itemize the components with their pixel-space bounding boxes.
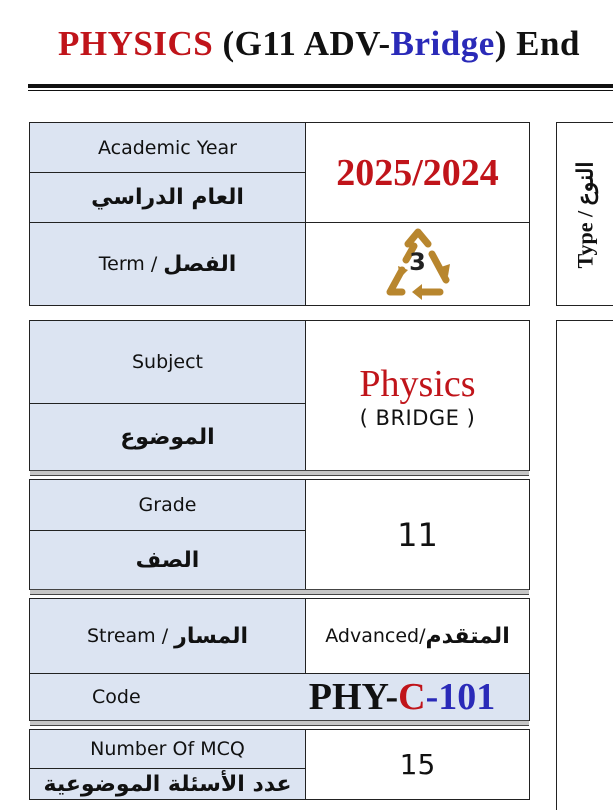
mcq-value: 15	[305, 729, 530, 800]
academic-year-value: 2025/2024	[305, 122, 530, 223]
type-box-lower	[556, 320, 613, 810]
grade-value: 11	[305, 479, 530, 590]
code-part3: -101	[425, 676, 496, 718]
separator	[30, 589, 529, 595]
subject-sub: ( BRIDGE )	[359, 405, 476, 430]
subject-value: Physics	[359, 362, 476, 405]
code-part1: PHY-	[308, 676, 399, 718]
term-label-en: Term /	[98, 253, 164, 275]
term-label	[29, 222, 306, 306]
header-rule-thick	[28, 84, 613, 88]
type-label-wrap	[566, 150, 606, 280]
stream-value	[305, 598, 530, 674]
code-label: Code	[29, 673, 306, 721]
code-part2: C	[398, 676, 426, 718]
title-open: (G11 ADV-	[213, 24, 391, 63]
grade-label-en: Grade	[29, 479, 306, 531]
recycle-icon	[378, 228, 458, 300]
term-label-ar: الفصل	[163, 251, 237, 277]
stream-label-ar: المسار	[174, 623, 249, 649]
title-bridge: Bridge	[390, 24, 495, 63]
code-value	[275, 673, 530, 721]
title-close: ) End	[494, 24, 580, 63]
term-value-cell	[305, 222, 530, 306]
grade-label-ar: الصف	[29, 530, 306, 590]
academic-year-label-en: Academic Year	[29, 122, 306, 173]
subject-label-ar: الموضوع	[29, 403, 306, 471]
term-value: 3	[409, 248, 426, 276]
subject-label-en: Subject	[29, 320, 306, 404]
mcq-label-en: Number Of MCQ	[29, 729, 306, 769]
separator	[30, 470, 529, 476]
stream-label-en: Stream /	[86, 625, 175, 647]
academic-year-label-ar: العام الدراسي	[29, 172, 306, 223]
stream-label	[29, 598, 306, 674]
subject-value-cell	[305, 320, 530, 471]
type-label: Type / النوع	[573, 161, 599, 269]
stream-value-en: Advanced/	[325, 625, 426, 647]
mcq-label-ar: عدد الأسئلة الموضوعية	[29, 768, 306, 800]
stream-value-ar: المتقدم	[425, 623, 510, 649]
title-subject: PHYSICS	[58, 24, 214, 63]
separator	[30, 720, 529, 726]
header-rule-thin	[28, 90, 613, 91]
page-title	[58, 24, 580, 64]
